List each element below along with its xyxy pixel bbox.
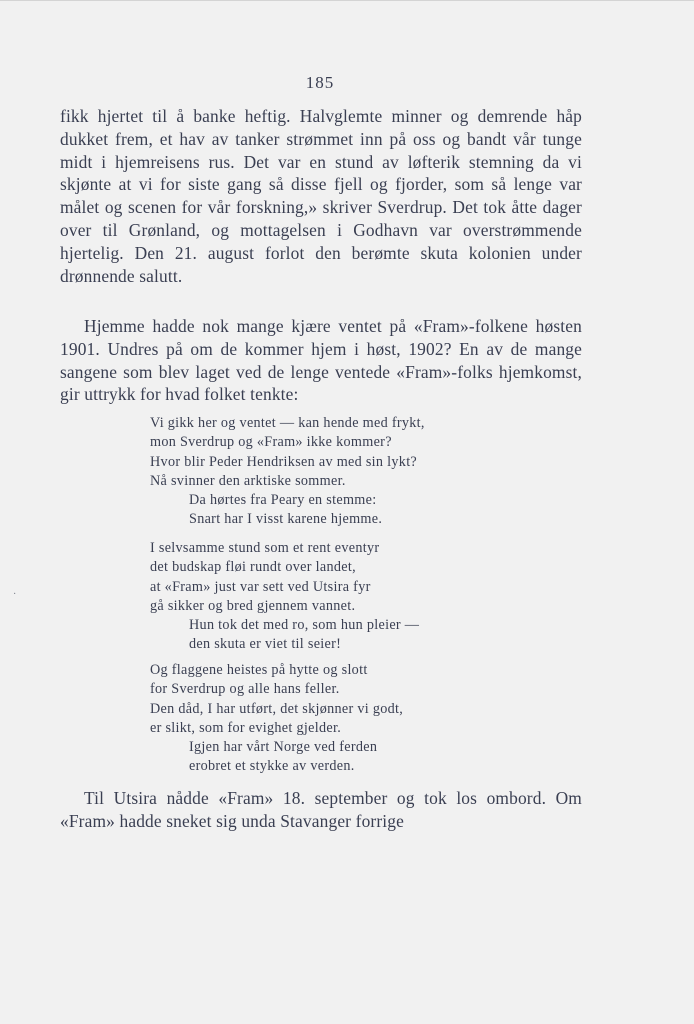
poem-stanza-2 bbox=[150, 539, 550, 655]
poem-line: er slikt, som for evighet gjelder. bbox=[150, 719, 342, 736]
poem-line: Den dåd, I har utført, det skjønner vi godt, bbox=[150, 700, 404, 717]
poem-line: den skuta er viet til seier! bbox=[189, 636, 342, 653]
poem-line: Hvor blir Peder Hendriksen av med sin lykt? bbox=[150, 453, 418, 470]
poem-line: for Sverdrup og alle hans feller. bbox=[150, 681, 340, 698]
poem-line: Hun tok det med ro, som hun pleier — bbox=[189, 617, 420, 634]
poem-line: det budskap fløi rundt over landet, bbox=[150, 559, 356, 576]
poem-line: I selvsamme stund som et rent eventyr bbox=[150, 540, 380, 556]
page-number: 185 bbox=[305, 73, 335, 92]
paragraph-1-text: fikk hjertet til å banke heftig. Halvglemte minner og demrende håp dukket frem, et hav av tanker strømmet inn på oss og bandt vår tunge midt i hjemreisens rus. Det var en stund av løfterik stemning da vi skjønte at vi for siste gang så disse fjell og fjorder, som så lenge var målet og scenen for vår forskning,» skriver Sverdrup. Det tok åtte dager over til Grønland, og mottagelsen i Godhavn var overstrømmende hjertelig. Den 21. august forlot den berømte skuta kolonien under drønnende salutt. bbox=[60, 106, 582, 286]
poem-line: Da hørtes fra Peary en stemme: bbox=[189, 492, 377, 509]
paragraph-1 bbox=[60, 105, 582, 287]
margin-mark: · bbox=[13, 589, 17, 600]
paragraph-3 bbox=[60, 787, 582, 833]
poem-line: Igjen har vårt Norge ved ferden bbox=[189, 739, 378, 756]
poem-line: Og flaggene heistes på hytte og slott bbox=[150, 662, 368, 678]
paragraph-2 bbox=[60, 315, 582, 406]
poem-line: erobret et stykke av verden. bbox=[189, 758, 355, 775]
poem-line: mon Sverdrup og «Fram» ikke kommer? bbox=[150, 434, 392, 451]
paragraph-3-text: Til Utsira nådde «Fram» 18. september og tok los ombord. Om «Fram» hadde sneket sig unda Stavanger forrige bbox=[60, 788, 582, 831]
poem-line: Nå svinner den arktiske sommer. bbox=[150, 472, 346, 489]
paragraph-2-text: Hjemme hadde nok mange kjære ventet på «Fram»-folkene høsten 1901. Undres på om de kommer hjem i høst, 1902? En av de mange sangene som blev laget ved de lenge ventede «Fram»-folks hjemkomst, gir uttrykk for hvad folket tenkte: bbox=[60, 316, 582, 405]
poem-stanza-1 bbox=[150, 414, 550, 530]
poem-stanza-3 bbox=[150, 661, 550, 777]
poem-line: Snart har I visst karene hjemme. bbox=[189, 511, 383, 528]
poem-line: at «Fram» just var sett ved Utsira fyr bbox=[150, 578, 371, 595]
poem-line: gå sikker og bred gjennem vannet. bbox=[150, 597, 356, 614]
poem-line: Vi gikk her og ventet — kan hende med frykt, bbox=[150, 415, 425, 431]
